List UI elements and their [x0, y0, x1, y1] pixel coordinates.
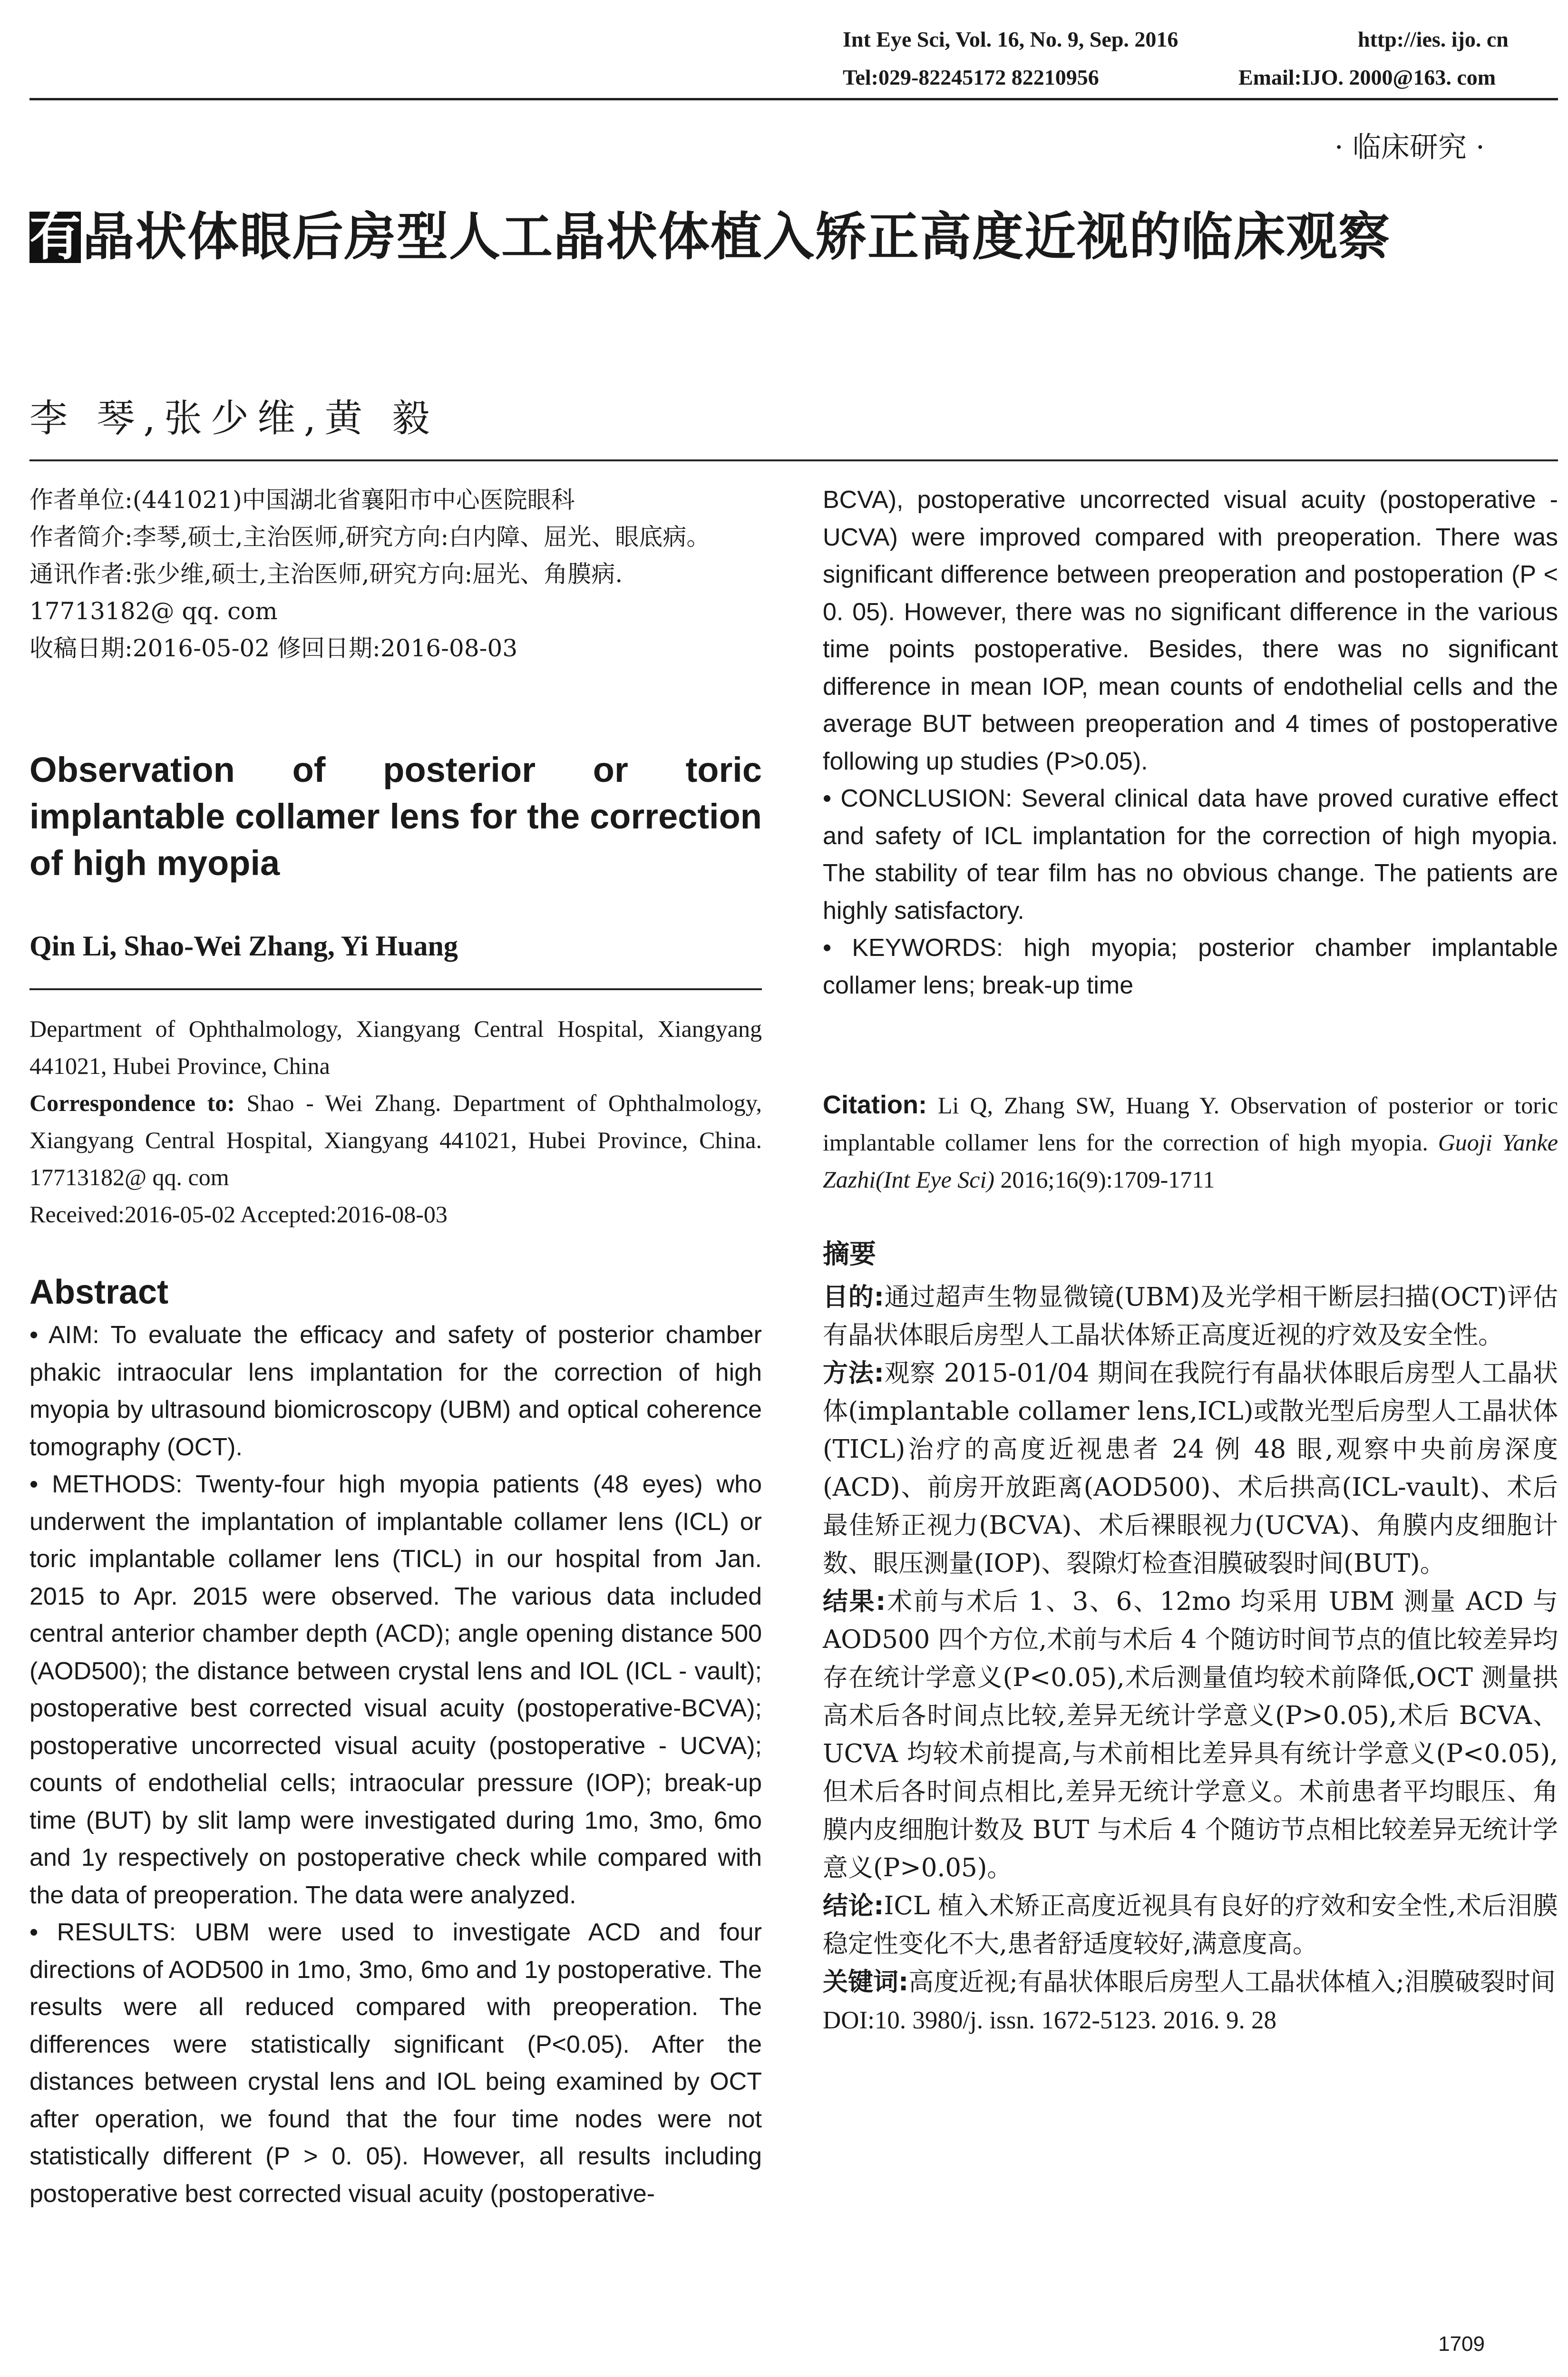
affiliation-correspondence — [29, 1084, 762, 1196]
correspondence-label: Correspondence to: — [29, 1090, 235, 1116]
abstract-methods: • METHODS: Twenty-four high myopia patients (48 eyes) who underwent the implantation of implantable collamer lens (ICL) or toric implantable collamer lens (TICL) in our hospital from Jan. 2015 to Apr. 2015 were observed. The various data included central anterior chamber depth (ACD); angle opening distance 500 (AOD500); the distance between crystal lens and IOL (ICL - vault); postoperative best corrected visual acuity (postoperative-BCVA); postoperative uncorrected visual acuity (postoperative - UCVA); counts of endothelial cells; intraocular pressure (IOP); break-up time (BUT) by slit lamp were investigated during 1mo, 3mo, 6mo and 1y respectively on postoperative check while compared with the data of preoperation. The data were analyzed. — [29, 1471, 762, 1909]
title-text: 晶状体眼后房型人工晶状体植入矫正高度近视的临床观察 — [83, 207, 1391, 267]
abstract-cn-heading: 摘要 — [823, 1239, 876, 1270]
authors-en: Qin Li, Shao-Wei Zhang, Yi Huang — [29, 930, 458, 962]
citation-ref: 2016;16(9):1709-1711 — [994, 1166, 1215, 1193]
citation-text: Li Q, Zhang SW, Huang Y. Observation of posterior or toric implantable collamer lens for the correction of high myopia. — [823, 1092, 1558, 1156]
paper-title-cn — [29, 200, 1558, 275]
author-info-cn — [29, 481, 762, 667]
affiliation-en — [29, 1010, 762, 1233]
journal-url[interactable]: http://ies. ijo. cn — [1358, 27, 1509, 51]
section-tag: · 临床研究 · — [1334, 131, 1485, 164]
citation-block — [823, 1086, 1558, 1198]
paper-title-en: Observation of posterior or toric implantable collamer lens for the correction of high myopia — [29, 750, 762, 883]
citation-journal: Guoji Yanke Zazhi(Int Eye Sci) — [823, 1129, 1558, 1193]
header-rule — [29, 98, 1558, 100]
abstract-en-right — [823, 481, 1558, 1004]
abstract-cn-aim-label: 目的: — [823, 1283, 884, 1312]
abstract-heading: Abstract — [29, 1273, 169, 1311]
authors-cn: 李 琴,张少维,黄 毅 — [29, 396, 438, 440]
info-corresponding: 通讯作者:张少维,硕士,主治医师,研究方向:屈光、角膜病. 17713182@ qq. com — [29, 560, 623, 625]
correspondence-text: Shao - Wei Zhang. Department of Ophthalmology, Xiangyang Central Hospital, Xiangyang 441021, Hubei Province, China. 17713182@ qq. com — [29, 1090, 762, 1190]
abstract-en-left — [29, 1316, 762, 2212]
authors-rule — [29, 988, 762, 990]
abstract-cn-methods-label: 方法: — [823, 1359, 884, 1388]
info-affiliation: 作者单位:(441021)中国湖北省襄阳市中心医院眼科 — [29, 486, 575, 514]
abstract-cn-conclusion — [823, 1887, 1558, 1963]
info-dates: 收稿日期:2016-05-02 修回日期:2016-08-03 — [29, 634, 518, 662]
abstract-cn-conclusion-label: 结论: — [823, 1891, 884, 1920]
title-highlight-marker: 有 — [29, 207, 82, 267]
abstract-cn — [823, 1278, 1558, 2039]
abstract-cn-keywords — [823, 1963, 1558, 2001]
abstract-cn-keywords-text: 高度近视;有晶状体眼后房型人工晶状体植入;泪膜破裂时间 — [908, 1968, 1556, 1997]
abstract-cn-methods — [823, 1354, 1558, 1583]
abstract-cn-keywords-label: 关键词: — [823, 1968, 909, 1997]
abstract-cn-results — [823, 1583, 1558, 1887]
abstract-cn-conclusion-text: ICL 植入术矫正高度近视具有良好的疗效和安全性,术后泪膜稳定性变化不大,患者舒适度较好,满意度高。 — [823, 1891, 1558, 1958]
journal-email[interactable]: Email:IJO. 2000@163. com — [1238, 65, 1496, 89]
info-bio: 作者简介:李琴,硕士,主治医师,研究方向:白内障、屈光、眼底病。 — [29, 523, 711, 551]
journal-citation-header: Int Eye Sci, Vol. 16, No. 9, Sep. 2016 — [843, 27, 1178, 51]
abstract-conclusion: • CONCLUSION: Several clinical data have proved curative effect and safety of ICL implantation for the correction of high myopia. The stability of tear film has no obvious change. The patients are highly satisfactory. — [823, 785, 1558, 925]
page-number: 1709 — [1438, 2332, 1485, 2356]
journal-tel: Tel:029-82245172 82210956 — [843, 65, 1099, 89]
abstract-keywords: • KEYWORDS: high myopia; posterior chamber implantable collamer lens; break-up time — [823, 934, 1558, 999]
title-rule — [29, 459, 1558, 461]
abstract-cn-results-label: 结果: — [823, 1587, 886, 1616]
doi[interactable]: DOI:10. 3980/j. issn. 1672-5123. 2016. 9. 28 — [823, 2007, 1276, 2034]
abstract-cn-aim — [823, 1278, 1558, 1354]
affiliation-received: Received:2016-05-02 Accepted:2016-08-03 — [29, 1201, 448, 1227]
abstract-results-left: • RESULTS: UBM were used to investigate ACD and four directions of AOD500 in 1mo, 3mo, 6mo and 1y postoperative. The results were all reduced compared with preoperation. The differences were statistically significant (P<0.05). After the distances between crystal lens and IOL being examined by OCT after operation, we found that the four time nodes were not statistically different (P > 0. 05). However, all results including postoperative best corrected visual acuity (postoperative- — [29, 1919, 762, 2208]
abstract-cn-aim-text: 通过超声生物显微镜(UBM)及光学相干断层扫描(OCT)评估有晶状体眼后房型人工晶状体矫正高度近视的疗效及安全性。 — [823, 1283, 1558, 1350]
affiliation-department: Department of Ophthalmology, Xiangyang Central Hospital, Xiangyang 441021, Hubei Province, China — [29, 1015, 762, 1079]
abstract-cn-results-text: 术前与术后 1、3、6、12mo 均采用 UBM 测量 ACD 与 AOD500 四个方位,术前与术后 4 个随访时间节点的值比较差异均存在统计学意义(P<0.05),术后测量值均较术前降低,OCT 测量拱高术后各时间点比较,差异无统计学意义(P>0.05),术后 BCVA、UCVA 均较术前提高,与术前相比差异具有统计学意义(P<0.05),但术后各时间点相比,差异无统计学意义。术前患者平均眼压、角膜内皮细胞计数及 BUT 与术后 4 个随访节点相比较差异无统计学意义(P>0.05)。 — [823, 1587, 1558, 1882]
abstract-cn-methods-text: 观察 2015-01/04 期间在我院行有晶状体眼后房型人工晶状体(implantable collamer lens,ICL)或散光型后房型人工晶状体(TICL)治疗的高度近视患者 24 例 48 眼,观察中央前房深度(ACD)、前房开放距离(AOD500)、术后拱高(ICL-vault)、术后最佳矫正视力(BCVA)、术后裸眼视力(UCVA)、角膜内皮细胞计数、眼压测量(IOP)、裂隙灯检查泪膜破裂时间(BUT)。 — [823, 1359, 1558, 1578]
abstract-results-right: BCVA), postoperative uncorrected visual acuity (postoperative - UCVA) were improved compared with preoperation. There was significant difference between preoperation and postoperation (P < 0. 05). However, there was no significant difference in the various time points postoperative. Besides, there was no significant difference in mean IOP, mean counts of endothelial cells and the average BUT between preoperation and 4 times of postoperative following up studies (P>0.05). — [823, 486, 1558, 775]
citation-label: Citation: — [823, 1091, 927, 1119]
abstract-aim: • AIM: To evaluate the efficacy and safety of posterior chamber phakic intraocular lens implantation for the correction of high myopia by ultrasound biomicroscopy (UBM) and optical coherence tomography (OCT). — [29, 1321, 762, 1461]
